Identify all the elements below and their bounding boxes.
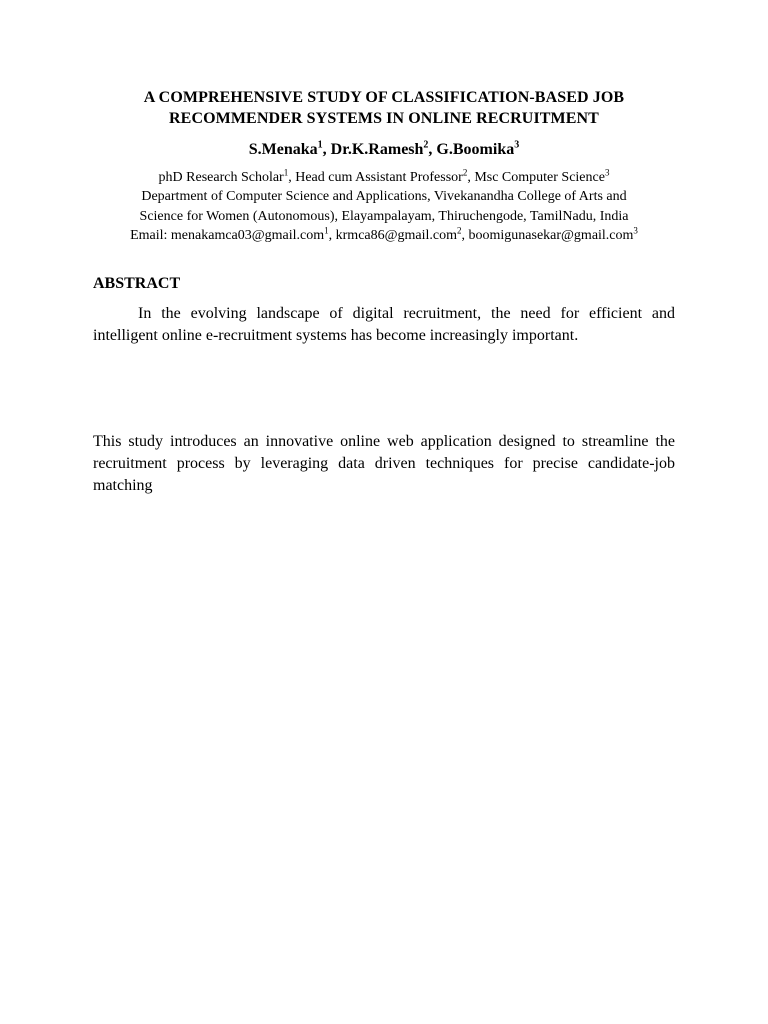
abstract-heading: ABSTRACT [93, 275, 181, 292]
author-mark: 2 [423, 139, 429, 151]
email-address[interactable]: boomigunasekar@gmail.com [468, 227, 634, 243]
role-text: Head cum Assistant Professor [295, 170, 463, 185]
email-mark: 1 [324, 225, 329, 236]
email-separator: , [328, 227, 336, 243]
affiliation-roles [93, 168, 675, 187]
author-name: S.Menaka [248, 141, 318, 158]
author-mark: 1 [317, 139, 323, 151]
abstract-paragraph-2: This study introduces an innovative online web application designed to streamline the recruitment process by leveraging data driven techniques for precise candidate-job matching [93, 433, 675, 494]
paper-title [93, 87, 675, 129]
email-address[interactable]: menakamca03@gmail.com [170, 227, 325, 243]
email-label: Email: [130, 227, 171, 243]
author-name: Dr.K.Ramesh [330, 141, 424, 158]
author-name: G.Boomika [436, 141, 515, 158]
author [249, 141, 331, 158]
role-text: Msc Computer Science [474, 170, 605, 185]
author [436, 141, 519, 158]
paper-title-line-2: RECOMMENDER SYSTEMS IN ONLINE RECRUITMENT [169, 110, 599, 127]
department-line-1: Department of Computer Science and Applications, Vivekanandha College of Arts and [141, 189, 627, 205]
author-separator: , [322, 141, 331, 158]
role-separator: , [288, 170, 296, 185]
email-mark: 2 [457, 225, 462, 236]
email-address[interactable]: krmca86@gmail.com [335, 227, 457, 243]
author-mark: 3 [514, 139, 520, 151]
paper-title-line-1: A COMPREHENSIVE STUDY OF CLASSIFICATION-BASED JOB [143, 89, 625, 106]
abstract-paragraph-1: In the evolving landscape of digital recruitment, the need for efficient and intelligent online e-recruitment systems has become increasingly important. [93, 305, 675, 344]
author-separator: , [428, 141, 437, 158]
department-line-2: Science for Women (Autonomous), Elayampalayam, Thiruchengode, TamilNadu, India [139, 208, 629, 224]
email-separator: , [461, 227, 469, 243]
role-mark: 2 [462, 167, 468, 178]
role-mark: 1 [283, 167, 289, 178]
author [331, 141, 437, 158]
affiliation-block [93, 168, 675, 245]
email-mark: 3 [633, 225, 638, 236]
email-line [93, 226, 675, 245]
role-mark: 3 [604, 167, 610, 178]
author-list [93, 139, 675, 161]
role-separator: , [467, 170, 475, 185]
role-text: phD Research Scholar [158, 170, 284, 185]
